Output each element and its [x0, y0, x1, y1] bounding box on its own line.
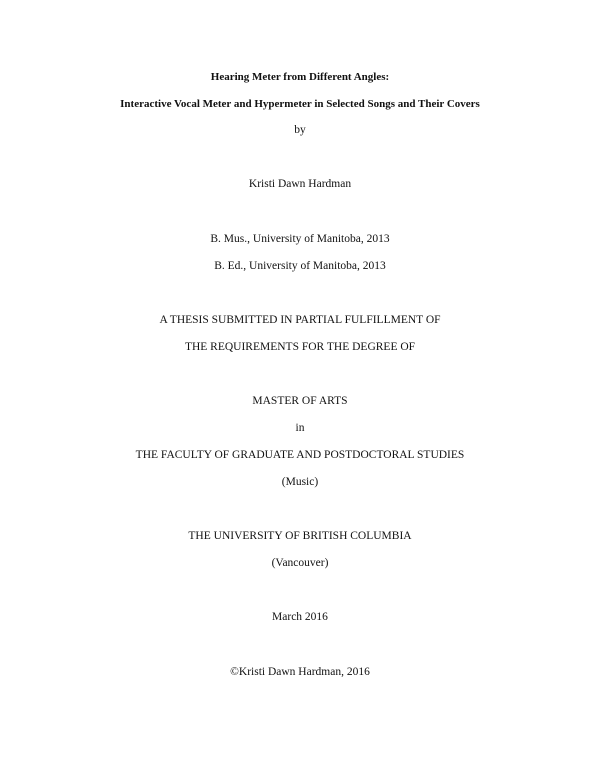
thesis-title: Hearing Meter from Different Angles:	[210, 71, 390, 83]
thesis-subtitle: Interactive Vocal Meter and Hypermeter in Selected Songs and Their Covers	[120, 98, 480, 110]
thesis-statement-2: THE REQUIREMENTS FOR THE DEGREE OF	[184, 341, 416, 353]
prior-degree-1: B. Mus., University of Manitoba, 2013	[210, 233, 390, 245]
thesis-statement-1: A THESIS SUBMITTED IN PARTIAL FULFILLMENT OF	[159, 314, 441, 326]
author-name: Kristi Dawn Hardman	[248, 178, 352, 190]
campus-name: (Vancouver)	[271, 557, 329, 569]
prior-degree-2: B. Ed., University of Manitoba, 2013	[214, 260, 386, 272]
degree-sought: MASTER OF ARTS	[252, 395, 348, 407]
submission-date: March 2016	[272, 611, 328, 623]
university-name: THE UNIVERSITY OF BRITISH COLUMBIA	[188, 530, 412, 542]
faculty-name: THE FACULTY OF GRADUATE AND POSTDOCTORAL STUDIES	[135, 449, 465, 461]
by-label: by	[294, 124, 306, 136]
department-name: (Music)	[281, 476, 319, 488]
copyright-notice: ©Kristi Dawn Hardman, 2016	[230, 666, 370, 678]
in-label: in	[295, 422, 305, 434]
